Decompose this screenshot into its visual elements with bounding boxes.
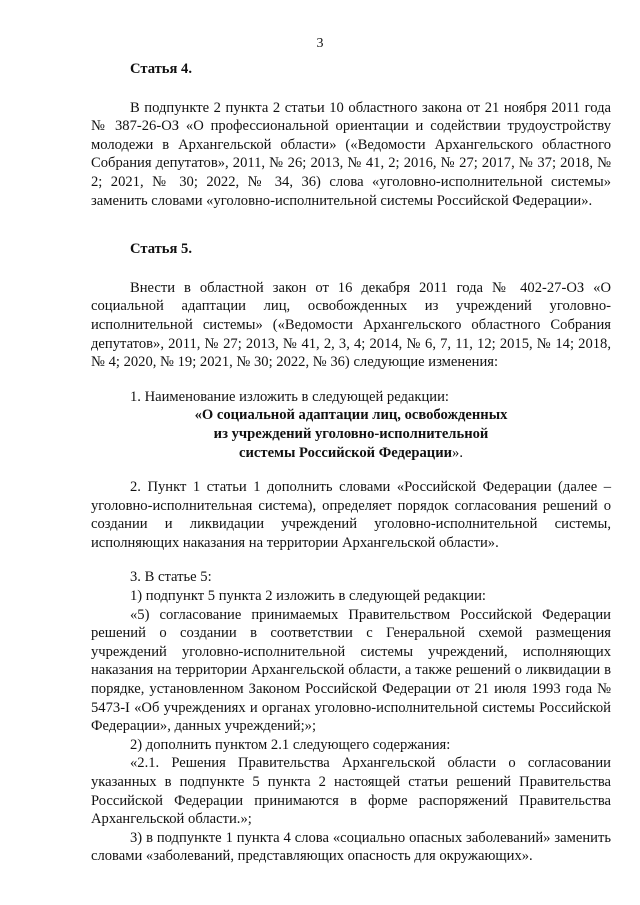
article-5-item-1: 1. Наименование изложить в следующей редакции: [130,388,449,405]
new-law-title-line-2: из учреждений уголовно-исполнительной [213,425,489,442]
article-4-paragraph: В подпункте 2 пункта 2 статьи 10 областного закона от 21 ноября 2011 года № 387-26-ОЗ «О профессиональной ориентации и содействии трудоустройству молодежи в Архангельской области» («Ведомости Архангельского областного Собрания депутатов», 2011, № 26; 2013, № 41, 2; 2016, № 27; 2017, № 37; 2018, № 2; 2021, № 30; 2022, № 34, 36) слова «уголовно-исполнительной системы» заменить словами «уголовно-исполнительной системы Российской Федерации». [91,99,611,209]
article-5-subitem-1: 1) подпункт 5 пункта 2 изложить в следующей редакции: [130,588,486,605]
article-5-intro: Внести в областной закон от 16 декабря 2011 года № 402-27-ОЗ «О социальной адаптации лиц, освобожденных из учреждений уголовно-исполнительной системы» («Ведомости Архангельского областного Собрания депутатов», 2011, № 27; 2013, № 41, 2, 3, 4; 2014, № 6, 7, 11, 12; 2015, № 14; 2018, № 4; 2020, № 19; 2021, № 30; 2022, № 36) следующие изменения: [91,279,611,371]
page-number: 3 [316,36,324,51]
article-4-heading: Статья 4. [130,61,192,77]
document-body [91,60,611,866]
article-5-subitem-1-text: «5) согласование принимаемых Правительством Российской Федерации решений о создании в соответствии с Генеральной схемой размещения учреждений уголовно-исполнительной системы учреждений, исполняющих наказания на территории Архангельской области, а также решений о ликвидации в порядке, установленном Законом Российской Федерации от 21 июля 1993 года № 5473-I «Об учреждениях и органах уголовно-исполнительной системы Российской Федерации», данных учреждений;»; [91,606,611,735]
article-5-item-3: 3. В статье 5: [130,569,212,586]
new-law-title-line-3-text: системы Российской Федерации [239,444,453,461]
new-law-title-end: ». [452,444,463,461]
article-5-item-2: 2. Пункт 1 статьи 1 дополнить словами «Российской Федерации (далее – уголовно-исполнительная система), определяет порядок согласования решений о создании и ликвидации учреждений уголовно-исполнительной системы, исполняющих наказания на территории Архангельской области». [91,479,611,551]
article-5-subitem-2-text: «2.1. Решения Правительства Архангельской области о согласовании указанных в подпункте 5 пункта 2 настоящей статьи решений Правительства Российской Федерации принимаются в форме распоряжений Правительства Архангельской области.»; [91,755,611,828]
article-5-subitem-3: 3) в подпункте 1 пункта 4 слова «социально опасных заболеваний» заменить словами «заболеваний, представляющих опасность для окружающих». [91,829,611,865]
article-5-subitem-2: 2) дополнить пунктом 2.1 следующего содержания: [130,736,451,753]
article-5-heading: Статья 5. [130,241,192,258]
new-law-title [91,406,611,462]
new-law-title-line-1: «О социальной адаптации лиц, освобожденных [194,407,508,424]
new-law-title-line-3 [91,444,611,463]
